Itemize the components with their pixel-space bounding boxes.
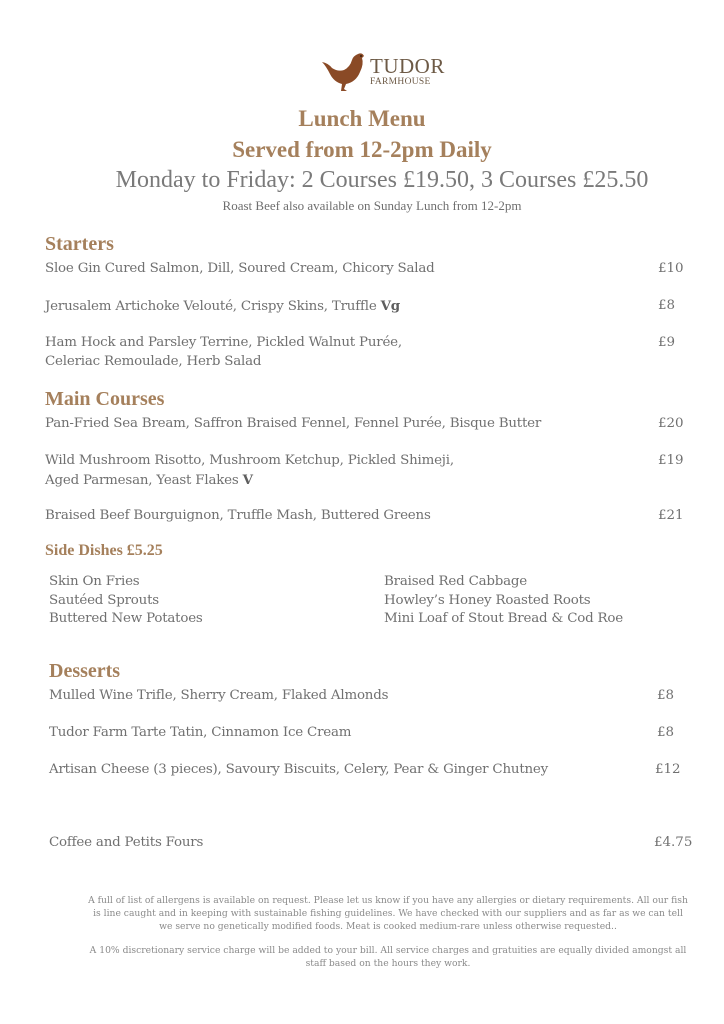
coffee-item: Coffee and Petits Fours — [49, 835, 204, 850]
vegetarian-tag: V — [242, 471, 253, 488]
menu-item: Mulled Wine Trifle, Sherry Cream, Flaked Almonds — [49, 688, 389, 703]
item-price: £21 — [658, 508, 684, 523]
item-price: £8 — [657, 725, 675, 740]
item-price: £8 — [657, 688, 675, 703]
sunday-note: Roast Beef also available on Sunday Lunch from 12-2pm — [222, 198, 522, 213]
side-dish: Mini Loaf of Stout Bread & Cod Roe — [384, 611, 624, 626]
menu-item: Jerusalem Artichoke Velouté, Crispy Skins, Truffle Vg — [45, 298, 400, 314]
menu-item: Artisan Cheese (3 pieces), Savoury Biscuits, Celery, Pear & Ginger Chutney — [49, 762, 549, 777]
side-dish-list-left — [49, 573, 203, 629]
section-heading-desserts: Desserts — [49, 660, 121, 682]
item-price: £8 — [658, 298, 676, 313]
brand-subtitle: FARMHOUSE — [370, 77, 431, 87]
allergen-notice: A full of list of allergens is available on request. Please let us know if you have any allergies or dietary requirements. All our fish is line caught and in keeping with sustainable fishing guidelines. We have checked with our suppliers and as far as we can tell we serve no genetically modified foods. Meat is cooked medium-rare unless otherwise requested.. — [88, 895, 688, 932]
side-dish: Buttered New Potatoes — [49, 611, 203, 626]
menu-item: Sloe Gin Cured Salmon, Dill, Soured Cream, Chicory Salad — [45, 261, 435, 276]
section-heading-starters: Starters — [45, 233, 114, 255]
side-dish: Braised Red Cabbage — [384, 574, 528, 589]
course-pricing: Monday to Friday: 2 Courses £19.50, 3 Courses £25.50 — [115, 167, 649, 193]
section-heading-mains: Main Courses — [45, 388, 165, 410]
menu-title: Lunch Menu — [298, 106, 426, 131]
hen-icon — [322, 50, 368, 94]
section-heading-sides: Side Dishes £5.25 — [45, 542, 163, 559]
menu-item: Braised Beef Bourguignon, Truffle Mash, Buttered Greens — [45, 508, 431, 523]
service-charge-notice: A 10% discretionary service charge will be added to your bill. All service charges and gratuities are equally divided amongst all staff based on the hours they work. — [89, 945, 687, 969]
side-dish: Skin On Fries — [49, 574, 140, 589]
item-price: £12 — [655, 762, 681, 777]
item-price: £9 — [658, 335, 676, 350]
brand-name: TUDOR — [370, 54, 445, 78]
item-price: £20 — [658, 416, 684, 431]
menu-item: Wild Mushroom Risotto, Mushroom Ketchup, Pickled Shimeji, Aged Parmesan, Yeast Flakes V — [45, 453, 454, 488]
item-price: £19 — [658, 453, 684, 468]
item-price: £10 — [658, 261, 684, 276]
logo — [322, 50, 454, 94]
side-dish-list-right — [384, 573, 623, 629]
menu-item: Pan-Fried Sea Bream, Saffron Braised Fennel, Fennel Purée, Bisque Butter — [45, 416, 542, 431]
side-dish: Howley’s Honey Roasted Roots — [384, 592, 591, 608]
serving-hours: Served from 12-2pm Daily — [232, 137, 492, 162]
menu-item: Tudor Farm Tarte Tatin, Cinnamon Ice Cream — [49, 725, 352, 740]
vegan-tag: Vg — [380, 298, 400, 314]
side-dish: Sautéed Sprouts — [49, 592, 159, 608]
coffee-price: £4.75 — [654, 835, 693, 850]
menu-item: Ham Hock and Parsley Terrine, Pickled Walnut Purée, Celeriac Remoulade, Herb Salad — [45, 335, 402, 369]
